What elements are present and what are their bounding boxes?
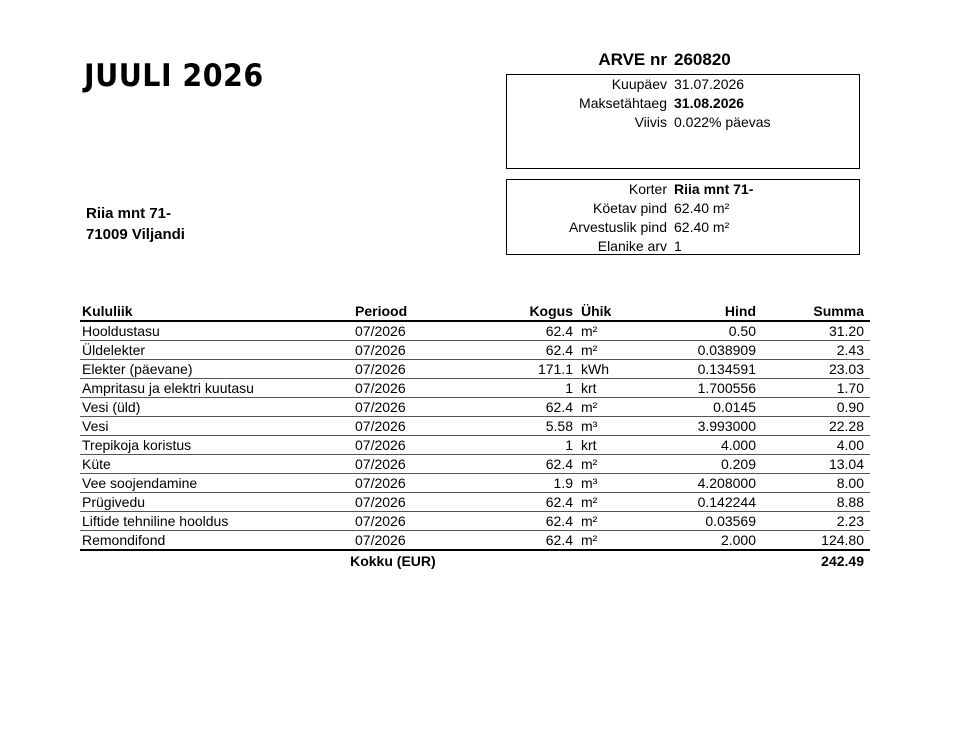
table-row	[80, 322, 870, 341]
heated-area-label: Köetav pind	[593, 200, 667, 216]
cell-price: 0.0145	[713, 399, 756, 415]
cell-qty: 62.4	[545, 323, 573, 339]
total-value: 242.49	[821, 553, 864, 569]
date-label: Kuupäev	[611, 76, 667, 92]
cell-qty: 5.58	[545, 418, 573, 434]
cell-qty: 62.4	[545, 342, 573, 358]
apartment-label: Korter	[628, 181, 667, 197]
cell-price: 2.000	[720, 532, 756, 548]
cell-unit: krt	[581, 380, 597, 396]
cell-name: Trepikoja koristus	[82, 437, 192, 453]
table-row	[80, 417, 870, 436]
cell-period: 07/2026	[355, 380, 406, 396]
cell-period: 07/2026	[355, 437, 406, 453]
table-row	[80, 512, 870, 531]
cell-qty: 1	[565, 380, 573, 396]
cell-name: Elekter (päevane)	[82, 361, 193, 377]
page-title: JUULI 2026	[84, 58, 264, 94]
penalty-label: Viivis	[634, 114, 667, 130]
cell-unit: m²	[581, 342, 598, 358]
header-name: Kululiik	[82, 303, 133, 319]
cell-sum: 8.88	[836, 494, 864, 510]
cell-qty: 62.4	[545, 494, 573, 510]
table-body	[80, 322, 870, 551]
residents-row	[507, 237, 859, 256]
table-row	[80, 493, 870, 512]
cell-unit: krt	[581, 437, 597, 453]
header-sum: Summa	[813, 303, 864, 319]
cell-price: 3.993000	[697, 418, 756, 434]
apartment-info-box	[506, 179, 860, 255]
cell-sum: 23.03	[828, 361, 864, 377]
table-row	[80, 398, 870, 417]
cell-period: 07/2026	[355, 513, 406, 529]
cell-price: 4.000	[720, 437, 756, 453]
table-row	[80, 474, 870, 493]
heated-area-value: 62.40 m²	[674, 200, 730, 216]
invoice-number-value: 260820	[674, 50, 731, 69]
address-line-2: 71009 Viljandi	[86, 226, 185, 243]
penalty-row	[507, 113, 859, 132]
header-qty: Kogus	[529, 303, 573, 319]
cell-name: Hooldustasu	[82, 323, 160, 339]
cell-qty: 1	[565, 437, 573, 453]
cell-unit: m²	[581, 456, 598, 472]
cell-name: Vesi (üld)	[82, 399, 141, 415]
cell-qty: 62.4	[545, 532, 573, 548]
cell-sum: 8.00	[836, 475, 864, 491]
cell-name: Vesi	[82, 418, 109, 434]
cell-name: Ampritasu ja elektri kuutasu	[82, 380, 254, 396]
cell-period: 07/2026	[355, 532, 406, 548]
cell-price: 0.50	[728, 323, 756, 339]
cell-sum: 31.20	[828, 323, 864, 339]
cell-unit: kWh	[581, 361, 609, 377]
cell-sum: 2.43	[836, 342, 864, 358]
charges-table	[80, 302, 870, 571]
cell-qty: 62.4	[545, 513, 573, 529]
cell-unit: m²	[581, 532, 598, 548]
cell-period: 07/2026	[355, 475, 406, 491]
cell-unit: m³	[581, 418, 598, 434]
cell-name: Liftide tehniline hooldus	[82, 513, 229, 529]
cell-price: 4.208000	[697, 475, 756, 491]
cell-qty: 62.4	[545, 399, 573, 415]
cell-price: 0.142244	[697, 494, 756, 510]
heated-area-row	[507, 199, 859, 218]
cell-sum: 124.80	[821, 532, 864, 548]
table-header	[80, 302, 870, 322]
cell-qty: 1.9	[553, 475, 573, 491]
header-unit: Ühik	[581, 303, 612, 319]
cell-unit: m²	[581, 399, 598, 415]
cell-name: Vee soojendamine	[82, 475, 198, 491]
total-label: Kokku (EUR)	[350, 553, 436, 569]
apartment-value: Riia mnt 71-	[674, 181, 754, 197]
table-total-row	[80, 551, 870, 571]
cell-sum: 22.28	[828, 418, 864, 434]
cell-name: Prügivedu	[82, 494, 146, 510]
invoice-number-label: ARVE nr	[598, 50, 667, 69]
cell-price: 1.700556	[697, 380, 756, 396]
invoice-dates-box	[506, 74, 860, 169]
cell-period: 07/2026	[355, 494, 406, 510]
table-row	[80, 455, 870, 474]
address-line-1: Riia mnt 71-	[86, 205, 172, 222]
date-row	[507, 75, 859, 94]
date-value: 31.07.2026	[674, 76, 745, 92]
cell-sum: 4.00	[836, 437, 864, 453]
cell-period: 07/2026	[355, 418, 406, 434]
table-row	[80, 379, 870, 398]
cell-price: 0.03569	[705, 513, 756, 529]
billing-area-row	[507, 218, 859, 237]
cell-period: 07/2026	[355, 361, 406, 377]
residents-label: Elanike arv	[597, 238, 667, 254]
cell-unit: m³	[581, 475, 598, 491]
cell-unit: m²	[581, 323, 598, 339]
billing-area-label: Arvestuslik pind	[568, 219, 667, 235]
cell-price: 0.209	[720, 456, 756, 472]
cell-sum: 13.04	[828, 456, 864, 472]
cell-qty: 62.4	[545, 456, 573, 472]
cell-sum: 2.23	[836, 513, 864, 529]
due-date-label: Maksetähtaeg	[579, 95, 667, 111]
cell-period: 07/2026	[355, 456, 406, 472]
cell-period: 07/2026	[355, 399, 406, 415]
residents-value: 1	[674, 238, 682, 254]
recipient-address	[86, 203, 185, 245]
cell-qty: 171.1	[537, 361, 573, 377]
cell-price: 0.038909	[697, 342, 756, 358]
cell-sum: 0.90	[836, 399, 864, 415]
penalty-value: 0.022% päevas	[674, 114, 771, 130]
cell-unit: m²	[581, 513, 598, 529]
cell-sum: 1.70	[836, 380, 864, 396]
table-row	[80, 531, 870, 551]
table-row	[80, 360, 870, 379]
cell-period: 07/2026	[355, 342, 406, 358]
billing-area-value: 62.40 m²	[674, 219, 730, 235]
header-period: Periood	[355, 303, 408, 319]
cell-price: 0.134591	[697, 361, 756, 377]
cell-name: Küte	[82, 456, 111, 472]
cell-period: 07/2026	[355, 323, 406, 339]
table-row	[80, 341, 870, 360]
cell-name: Remondifond	[82, 532, 166, 548]
due-date-row	[507, 94, 859, 113]
due-date-value: 31.08.2026	[674, 95, 745, 111]
table-row	[80, 436, 870, 455]
invoice-number	[506, 50, 860, 70]
cell-name: Üldelekter	[82, 342, 146, 358]
apartment-row	[507, 180, 859, 199]
header-price: Hind	[724, 303, 756, 319]
cell-unit: m²	[581, 494, 598, 510]
